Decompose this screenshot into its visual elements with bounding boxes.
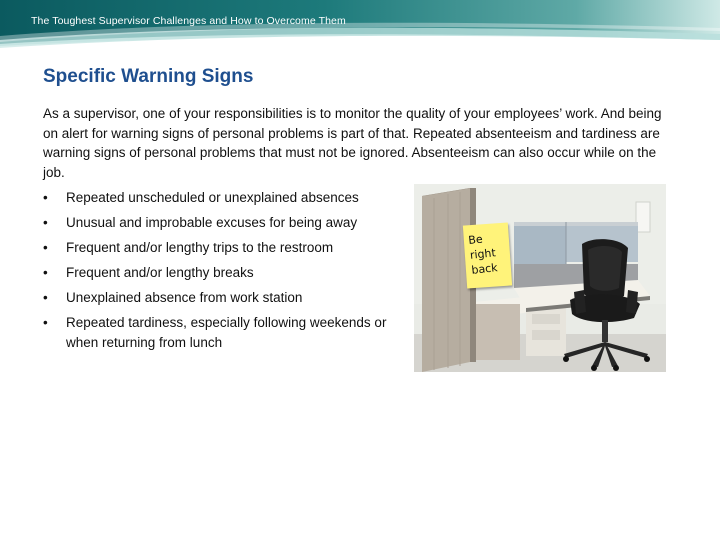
list-item-text: Frequent and/or lengthy trips to the restroom [66, 240, 334, 255]
list-item-text: Frequent and/or lengthy breaks [66, 265, 254, 280]
bullet-icon: • [43, 315, 48, 330]
bullet-icon: • [43, 215, 48, 230]
list-item-text: Unexplained absence from work station [66, 290, 303, 305]
bullet-icon: • [43, 265, 48, 280]
list-item-text: Unusual and improbable excuses for being away [66, 215, 358, 230]
office-cubicle-photo [414, 184, 666, 372]
warning-signs-list [43, 188, 403, 358]
slide-heading: Specific Warning Signs [43, 66, 254, 87]
header-band [0, 0, 720, 64]
list-item [43, 213, 403, 233]
list-item [43, 288, 403, 308]
bullet-icon: • [43, 290, 48, 305]
list-item [43, 188, 403, 208]
intro-paragraph: As a supervisor, one of your responsibilities is to monitor the quality of your employees’ work. And being on alert for warning signs of personal problems is part of that. Repeated absenteeism and tardiness are warning signs of personal problems that must not be ignored. Absenteeism can also occur while on the job. [43, 106, 662, 180]
deck-title: The Toughest Supervisor Challenges and How to Overcome Them [31, 15, 346, 27]
header-swoosh-graphic [0, 0, 720, 64]
sticky-note [463, 223, 512, 289]
list-item-text: Repeated unscheduled or unexplained absences [66, 190, 359, 205]
list-item [43, 238, 403, 258]
bullet-icon: • [43, 240, 48, 255]
list-item-text: Repeated tardiness, especially following weekends or when returning from lunch [66, 315, 387, 350]
list-item [43, 263, 403, 283]
sticky-note-text: Be right back [467, 232, 499, 277]
list-item [43, 313, 403, 353]
bullet-icon: • [43, 190, 48, 205]
